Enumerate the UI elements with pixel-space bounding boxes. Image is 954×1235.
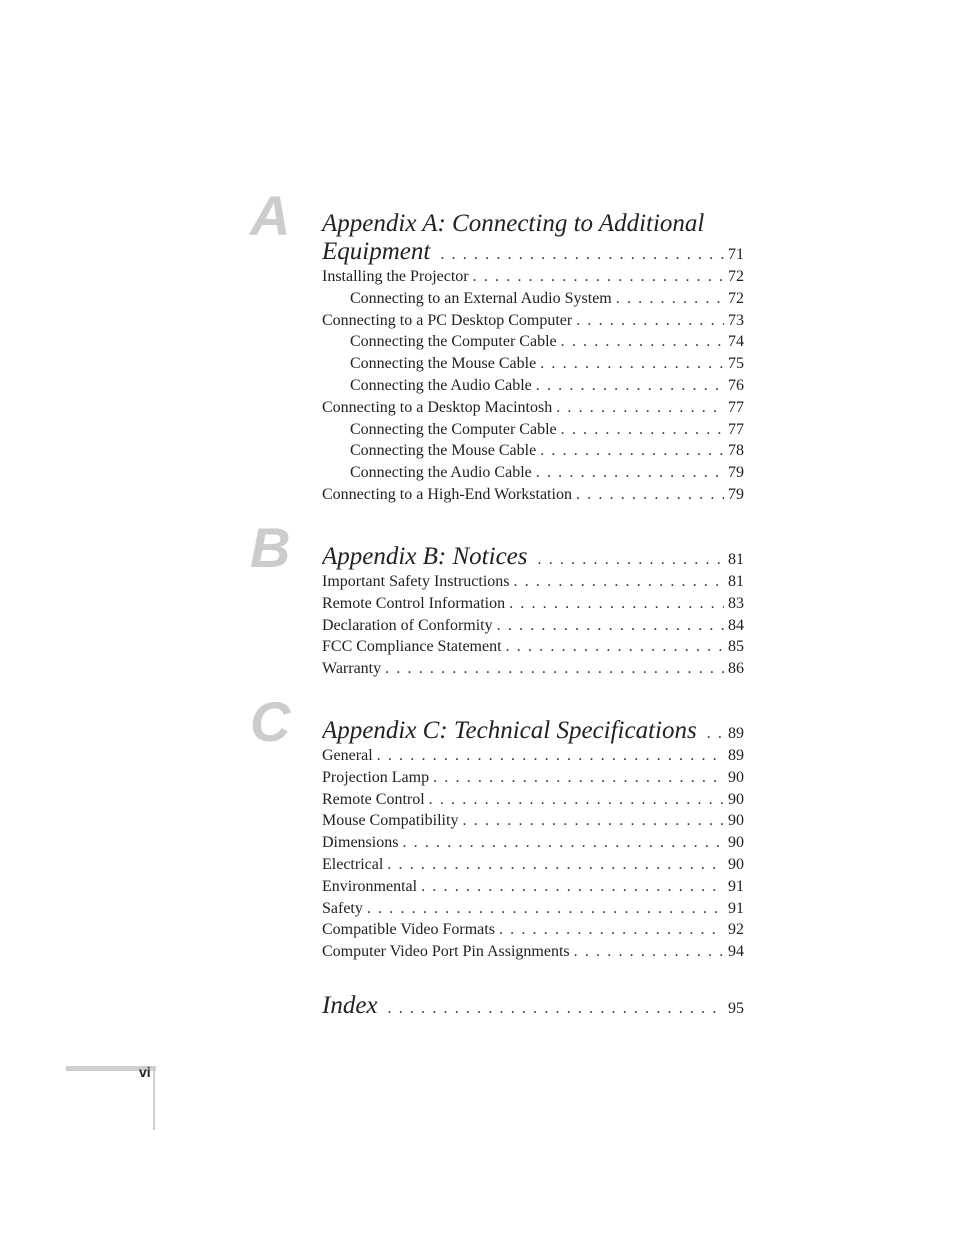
toc-entry-installing-projector[interactable]: [322, 266, 744, 288]
toc-entry-title: Warranty: [322, 660, 382, 678]
toc-entry-page: 76: [728, 376, 744, 394]
dot-leader: [536, 462, 724, 484]
toc-entry-page: 73: [728, 311, 744, 329]
appendix-a-section: [322, 210, 744, 506]
dot-leader: [367, 898, 724, 920]
toc-entry-fcc-compliance[interactable]: [322, 636, 744, 658]
toc-entry-title: Electrical: [322, 855, 384, 873]
toc-entry-page: 90: [728, 812, 744, 830]
appendix-a-page: 71: [728, 246, 744, 263]
toc-entry-title: Installing the Projector: [322, 268, 469, 285]
toc-entry-remote-control-info[interactable]: [322, 593, 744, 615]
toc-entry-title: Connecting the Audio Cable: [350, 464, 532, 482]
toc-entry-title: Important Safety Instructions: [322, 573, 510, 590]
appendix-a-title-row[interactable]: [322, 238, 744, 266]
toc-entry-safety-instructions[interactable]: [322, 571, 744, 593]
toc-entry-warranty[interactable]: [322, 658, 744, 680]
appendix-c-title: Appendix C: Technical Specifications: [322, 717, 697, 744]
toc-entry-pc-mouse-cable[interactable]: [322, 353, 744, 375]
dot-leader: [540, 353, 724, 375]
toc-entry-page: 75: [728, 355, 744, 373]
toc-entry-title: General: [322, 747, 373, 764]
dot-leader: [556, 397, 724, 419]
dot-leader: [574, 941, 724, 963]
dot-leader: [377, 745, 724, 767]
toc-entry-title: Computer Video Port Pin Assignments: [322, 943, 570, 961]
toc-entry-page: 86: [728, 660, 744, 678]
footer-vertical-rule: [153, 1066, 155, 1130]
toc-entry-dimensions[interactable]: [322, 832, 744, 854]
toc-entry-title: Dimensions: [322, 834, 399, 852]
toc-entry-mac-computer-cable[interactable]: [322, 419, 744, 441]
dot-leader: [429, 789, 724, 811]
toc-entry-page: 84: [728, 616, 744, 634]
toc-entry-pc-desktop[interactable]: [322, 310, 744, 332]
toc-entry-page: 78: [728, 442, 744, 460]
dot-leader: [473, 266, 724, 288]
dot-leader: [499, 919, 724, 941]
dot-leader: [387, 854, 724, 876]
dot-leader: [538, 546, 725, 571]
toc-entry-video-port-pins[interactable]: [322, 941, 744, 963]
toc-entry-high-end-workstation[interactable]: [322, 484, 744, 506]
toc-entry-page: 85: [728, 638, 744, 656]
dot-leader: [509, 593, 724, 615]
toc-entry-title: Declaration of Conformity: [322, 616, 493, 634]
toc-entry-page: 72: [728, 289, 744, 307]
toc-entry-title: Connecting to a Desktop Macintosh: [322, 398, 553, 416]
appendix-b-title: Appendix B: Notices: [322, 543, 528, 570]
toc-entry-title: Connecting the Mouse Cable: [350, 355, 537, 373]
appendix-c-title-row[interactable]: [322, 717, 744, 745]
appendix-a-title[interactable]: Appendix A: Connecting to Additional: [322, 210, 705, 237]
toc-entry-page: 83: [728, 594, 744, 612]
toc-entry-mac-mouse-cable[interactable]: [322, 440, 744, 462]
appendix-a-letter: A: [250, 184, 291, 247]
dot-leader: [433, 767, 724, 789]
toc-entry-title: Connecting to a PC Desktop Computer: [322, 311, 573, 329]
toc-entry-page: 90: [728, 834, 744, 852]
toc-entry-page: 94: [728, 943, 744, 961]
dot-leader: [561, 331, 724, 353]
appendix-c-letter: C: [250, 690, 291, 753]
toc-entry-page: 72: [728, 268, 744, 285]
toc-entry-projection-lamp[interactable]: [322, 767, 744, 789]
toc-entry-external-audio[interactable]: [322, 288, 744, 310]
toc-entry-title: Environmental: [322, 877, 418, 895]
dot-leader: [616, 288, 724, 310]
appendix-a-title-line2: Equipment: [322, 238, 431, 265]
toc-entry-electrical[interactable]: [322, 854, 744, 876]
page-number: vi: [139, 1064, 151, 1080]
appendix-b-section: [322, 543, 744, 680]
index-title: Index: [322, 992, 378, 1019]
toc-entry-title: Compatible Video Formats: [322, 921, 495, 939]
toc-entry-page: 90: [728, 855, 744, 873]
toc-entry-page: 91: [728, 899, 744, 917]
toc-entry-title: FCC Compliance Statement: [322, 638, 502, 656]
toc-entry-page: 92: [728, 921, 744, 939]
toc-entry-title: Connecting to an External Audio System: [350, 289, 612, 307]
toc-entry-page: 79: [728, 464, 744, 482]
toc-entry-page: 79: [728, 485, 744, 503]
toc-entry-desktop-macintosh[interactable]: [322, 397, 744, 419]
appendix-c-page: 89: [728, 725, 744, 742]
dot-leader: [536, 375, 724, 397]
toc-entry-title: Connecting the Computer Cable: [350, 420, 557, 438]
toc-entry-pc-computer-cable[interactable]: [322, 331, 744, 353]
toc-entry-safety[interactable]: [322, 898, 744, 920]
dot-leader: [440, 241, 724, 266]
dot-leader: [388, 995, 724, 1020]
toc-entry-remote-control[interactable]: [322, 789, 744, 811]
toc-entry-title: Safety: [322, 899, 363, 917]
dot-leader: [540, 440, 724, 462]
index-section: [322, 992, 744, 1020]
toc-entry-page: 77: [728, 420, 744, 438]
toc-entry-page: 91: [728, 877, 744, 895]
dot-leader: [707, 720, 724, 745]
appendix-b-title-row[interactable]: [322, 543, 744, 571]
toc-entry-general[interactable]: [322, 745, 744, 767]
toc-entry-mouse-compatibility[interactable]: [322, 810, 744, 832]
toc-entry-video-formats[interactable]: [322, 919, 744, 941]
dot-leader: [506, 636, 724, 658]
dot-leader: [561, 419, 724, 441]
toc-entry-page: 74: [728, 333, 744, 351]
toc-entry-page: 90: [728, 768, 744, 786]
toc-entry-title: Connecting to a High-End Workstation: [322, 485, 572, 503]
appendix-b-letter: B: [250, 516, 291, 579]
dot-leader: [576, 484, 724, 506]
toc-entry-title: Connecting the Mouse Cable: [350, 442, 537, 460]
dot-leader: [576, 310, 724, 332]
toc-entry-page: 77: [728, 398, 744, 416]
toc-entry-title: Connecting the Audio Cable: [350, 376, 532, 394]
dot-leader: [385, 658, 724, 680]
appendix-c-section: [322, 717, 744, 963]
appendix-b-page: 81: [728, 551, 744, 568]
dot-leader: [421, 876, 724, 898]
dot-leader: [402, 832, 724, 854]
toc-entry-title: Mouse Compatibility: [322, 812, 459, 830]
dot-leader: [497, 615, 724, 637]
index-page: 95: [728, 1000, 744, 1017]
toc-entry-title: Remote Control: [322, 790, 425, 808]
toc-entry-title: Projection Lamp: [322, 768, 430, 786]
toc-entry-environmental[interactable]: [322, 876, 744, 898]
toc-entry-pc-audio-cable[interactable]: [322, 375, 744, 397]
toc-entry-mac-audio-cable[interactable]: [322, 462, 744, 484]
toc-entry-declaration-conformity[interactable]: [322, 615, 744, 637]
index-title-row[interactable]: [322, 992, 744, 1020]
toc-entry-page: 89: [728, 747, 744, 764]
toc-entry-page: 90: [728, 790, 744, 808]
toc-entry-title: Connecting the Computer Cable: [350, 333, 557, 351]
toc-entry-title: Remote Control Information: [322, 594, 506, 612]
dot-leader: [514, 571, 724, 593]
dot-leader: [462, 810, 724, 832]
toc-entry-page: 81: [728, 573, 744, 590]
